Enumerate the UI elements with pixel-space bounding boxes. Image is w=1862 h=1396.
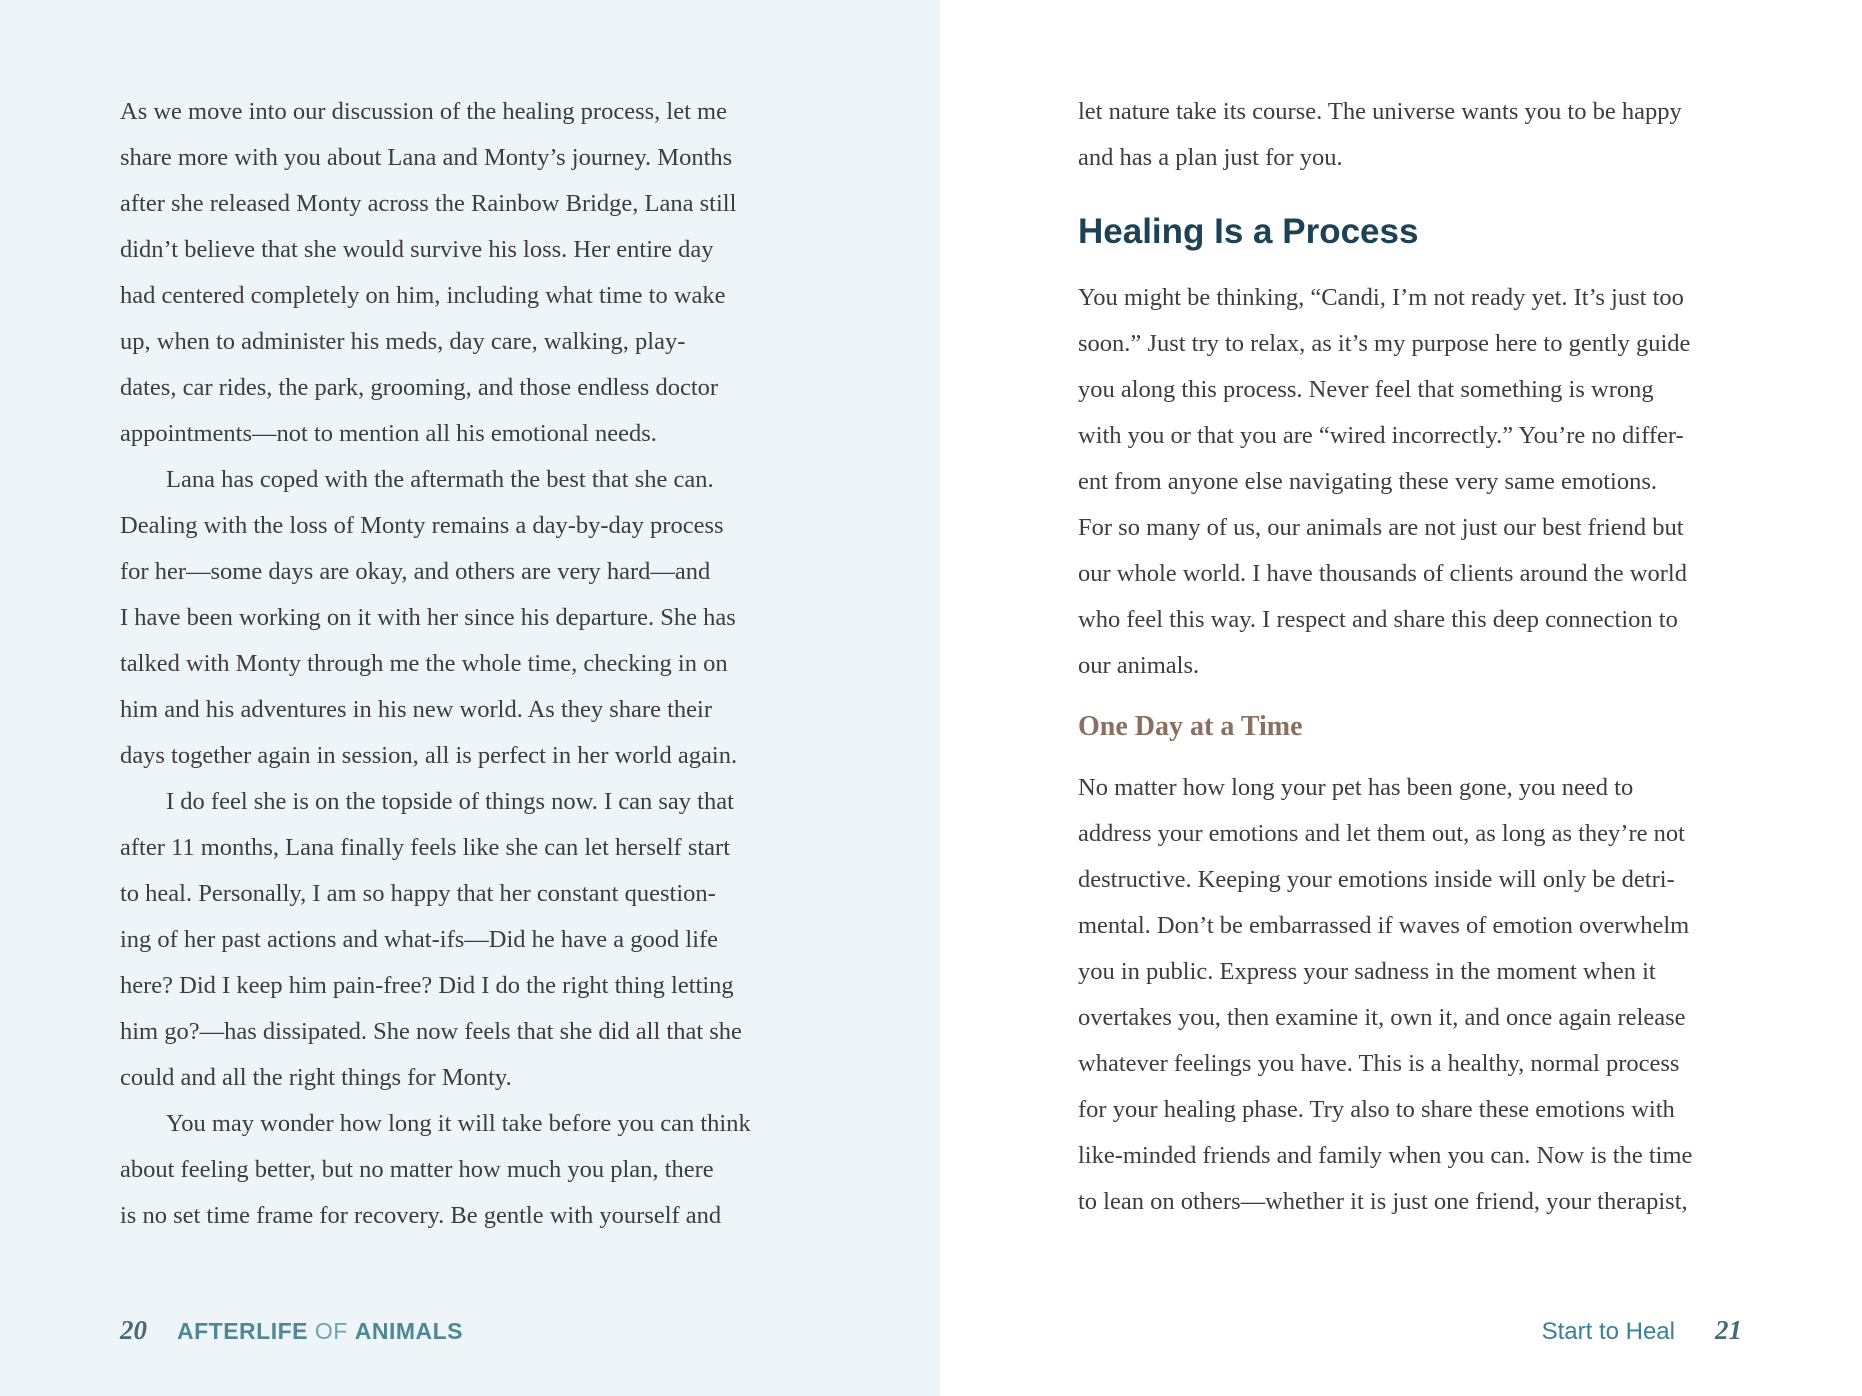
- running-head-book-title: [177, 1318, 463, 1345]
- text-line: you along this process. Never feel that something is wrong: [1078, 376, 1654, 403]
- text-line: our animals.: [1078, 652, 1200, 679]
- section-paragraph: [1078, 275, 1786, 689]
- text-line: whatever feelings you have. This is a healthy, normal process: [1078, 1050, 1680, 1077]
- text-line: appointments—not to mention all his emotional needs.: [120, 420, 657, 447]
- text-line: had centered completely on him, including what time to wake: [120, 282, 726, 309]
- text-line: dates, car rides, the park, grooming, and those endless doctor: [120, 374, 719, 401]
- text-line: to heal. Personally, I am so happy that her constant question-: [120, 880, 716, 907]
- text-line: mental. Don’t be embarrassed if waves of emotion overwhelm: [1078, 912, 1690, 939]
- book-title-part-afterlife: AFTERLIFE: [177, 1318, 308, 1344]
- book-title-part-of: OF: [314, 1318, 348, 1344]
- text-line: Dealing with the loss of Monty remains a day-by-day process: [120, 512, 724, 539]
- text-line: and has a plan just for you.: [1078, 144, 1343, 171]
- right-page-footer: [1542, 1315, 1742, 1355]
- text-line: who feel this way. I respect and share this deep connection to: [1078, 606, 1678, 633]
- text-line: after she released Monty across the Rainbow Bridge, Lana still: [120, 190, 737, 217]
- text-line: ing of her past actions and what-ifs—Did he have a good life: [120, 926, 719, 953]
- text-line: talked with Monty through me the whole time, checking in on: [120, 650, 728, 677]
- text-line: is no set time frame for recovery. Be gentle with yourself and: [120, 1202, 722, 1229]
- text-line: destructive. Keeping your emotions inside will only be detri-: [1078, 866, 1675, 893]
- text-line: here? Did I keep him pain-free? Did I do the right thing letting: [120, 972, 734, 999]
- text-line: soon.” Just try to relax, as it’s my purpose here to gently guide: [1078, 330, 1691, 357]
- right-page: [940, 0, 1862, 1396]
- text-line: address your emotions and let them out, as long as they’re not: [1078, 820, 1685, 847]
- text-line: could and all the right things for Monty.: [120, 1064, 512, 1091]
- text-line: You may wonder how long it will take before you can think: [166, 1110, 751, 1137]
- page-number-left: 20: [120, 1315, 147, 1345]
- text-line: him go?—has dissipated. She now feels that she did all that she: [120, 1018, 742, 1045]
- section-heading: Healing Is a Process: [1078, 212, 1419, 251]
- text-line: No matter how long your pet has been gone, you need to: [1078, 774, 1634, 801]
- running-head-chapter-title: Start to Heal: [1541, 1318, 1675, 1345]
- page-number-right: 21: [1715, 1315, 1742, 1345]
- subsection-paragraph: [1078, 765, 1786, 1225]
- text-line: I have been working on it with her since his departure. She has: [120, 604, 736, 631]
- text-line: let nature take its course. The universe wants you to be happy: [1078, 98, 1682, 125]
- text-line: up, when to administer his meds, day care, walking, play-: [120, 328, 686, 355]
- text-line: our whole world. I have thousands of clients around the world: [1078, 560, 1687, 587]
- left-page-body-text: [120, 89, 820, 1239]
- subsection-heading: One Day at a Time: [1078, 711, 1303, 742]
- text-line: days together again in session, all is perfect in her world again.: [120, 742, 738, 769]
- text-line: for her—some days are okay, and others are very hard—and: [120, 558, 711, 585]
- text-line: Lana has coped with the aftermath the best that she can.: [166, 466, 714, 493]
- right-page-body-text: [1078, 89, 1786, 1225]
- text-line: like-minded friends and family when you can. Now is the time: [1078, 1142, 1693, 1169]
- text-line: didn’t believe that she would survive his loss. Her entire day: [120, 236, 714, 263]
- text-line: ent from anyone else navigating these very same emotions.: [1078, 468, 1657, 495]
- text-line: I do feel she is on the topside of things now. I can say that: [166, 788, 734, 815]
- text-line: with you or that you are “wired incorrectly.” You’re no differ-: [1078, 422, 1684, 449]
- text-line: you in public. Express your sadness in the moment when it: [1078, 958, 1656, 985]
- text-line: for your healing phase. Try also to share these emotions with: [1078, 1096, 1675, 1123]
- text-line: him and his adventures in his new world. As they share their: [120, 696, 712, 723]
- text-line: share more with you about Lana and Monty’s journey. Months: [120, 144, 733, 171]
- text-line: As we move into our discussion of the healing process, let me: [120, 98, 727, 125]
- book-title-part-animals: ANIMALS: [354, 1318, 464, 1344]
- intro-paragraph: [1078, 89, 1786, 181]
- text-line: after 11 months, Lana finally feels like she can let herself start: [120, 834, 730, 861]
- text-line: about feeling better, but no matter how much you plan, there: [120, 1156, 714, 1183]
- text-line: You might be thinking, “Candi, I’m not ready yet. It’s just too: [1078, 284, 1684, 311]
- text-line: overtakes you, then examine it, own it, and once again release: [1078, 1004, 1686, 1031]
- left-page-footer: [120, 1315, 463, 1355]
- text-line: For so many of us, our animals are not just our best friend but: [1078, 514, 1684, 541]
- text-line: to lean on others—whether it is just one friend, your therapist,: [1078, 1188, 1688, 1215]
